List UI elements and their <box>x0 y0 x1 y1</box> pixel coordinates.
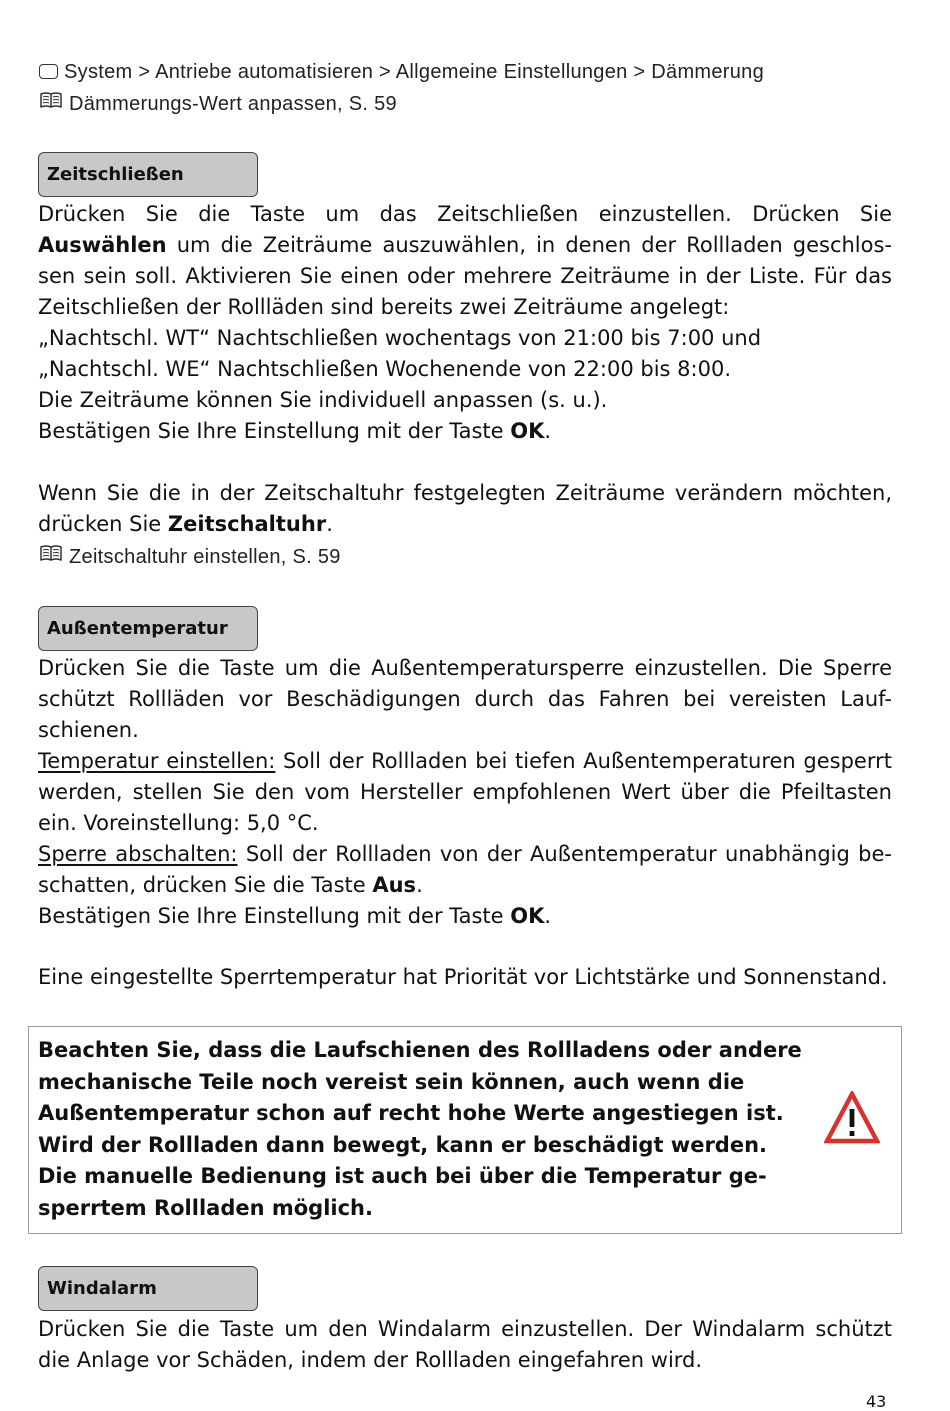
page-number: 43 <box>866 1392 887 1411</box>
body-line: Drücken Sie die Taste um das Zeitschließen einzustellen. Drücken Sie <box>38 202 892 226</box>
warning-line: Wird der Rollladen dann bewegt, kann er beschädigt werden. <box>38 1132 768 1157</box>
zeitschliessen-body <box>38 199 892 447</box>
warning-line: Außentemperatur schon auf recht hohe Werte angestiegen ist. <box>38 1101 784 1126</box>
warning-box <box>28 1026 902 1234</box>
off-label: Sperre abschalten: <box>38 842 238 866</box>
dusk-reference-line <box>39 89 397 119</box>
timer-reference-line <box>39 542 341 572</box>
menu-icon <box>39 64 58 79</box>
warning-text <box>38 1035 818 1225</box>
aussentemperatur-body <box>38 653 892 932</box>
body-line: Wenn Sie die in der Zeitschaltuhr festgelegten Zeiträume verändern möchten, <box>38 481 892 505</box>
body-line: Sperre abschalten: Soll der Rollladen von der Außentemperatur unabhängig be- <box>38 842 892 866</box>
body-line: die Anlage vor Schäden, indem der Rollladen eingefahren wird. <box>38 1348 703 1372</box>
body-line: schienen. <box>38 718 139 742</box>
body-line: Zeitschließen der Rollläden sind bereits zwei Zeiträume angelegt: <box>38 295 730 319</box>
menu-path-line <box>39 57 764 87</box>
auswaehlen-keyword: Auswählen <box>38 233 167 257</box>
temp-label: Temperatur einstellen: <box>38 749 276 773</box>
zeitschaltuhr-keyword: Zeitschaltuhr <box>167 512 327 536</box>
section-heading-aussentemperatur: Außentemperatur <box>38 606 258 651</box>
body-line: Drücken Sie die Taste um die Außentemperatursperre einzustellen. Die Sperre <box>38 656 892 680</box>
warning-line: mechanische Teile noch vereist sein können, auch wenn die <box>38 1069 745 1094</box>
windalarm-body <box>38 1314 892 1376</box>
body-line: „Nachtschl. WT“ Nachtschließen wochentags von 21:00 bis 7:00 und <box>38 326 762 350</box>
warning-line: sperrtem Rollladen möglich. <box>38 1195 373 1220</box>
book-icon <box>39 541 63 571</box>
priority-paragraph <box>38 962 892 993</box>
ok-keyword: OK <box>510 904 545 928</box>
warning-triangle-icon <box>824 1091 880 1149</box>
book-icon <box>39 88 63 118</box>
warning-line: Die manuelle Bedienung ist auch bei über die Temperatur ge- <box>38 1164 767 1189</box>
timer-reference-text: Zeitschaltuhr einstellen, S. 59 <box>69 546 341 568</box>
body-line: „Nachtschl. WE“ Nachtschließen Wochenende von 22:00 bis 8:00. <box>38 357 731 381</box>
body-line: ein. Voreinstellung: 5,0 °C. <box>38 811 319 835</box>
timer-paragraph <box>38 478 892 540</box>
body-line: Eine eingestellte Sperrtemperatur hat Priorität vor Lichtstärke und Sonnenstand. <box>38 965 888 989</box>
aus-keyword: Aus <box>372 873 417 897</box>
body-line: Bestätigen Sie Ihre Einstellung mit der Taste OK. <box>38 904 552 928</box>
section-heading-windalarm: Windalarm <box>38 1266 258 1311</box>
body-line: werden, stellen Sie den vom Hersteller empfohlenen Wert über die Pfeiltasten <box>38 780 892 804</box>
body-line: Die Zeiträume können Sie individuell anpassen (s. u.). <box>38 388 608 412</box>
menu-path-text: System > Antriebe automatisieren > Allgemeine Einstellungen > Dämmerung <box>64 61 765 83</box>
body-line: Bestätigen Sie Ihre Einstellung mit der Taste OK. <box>38 419 552 443</box>
body-line: Auswählen um die Zeiträume auszuwählen, in denen der Rollladen geschlos- <box>38 233 892 257</box>
body-line: schützt Rollläden vor Beschädigungen durch das Fahren bei vereisten Lauf- <box>38 687 892 711</box>
body-line: drücken Sie Zeitschaltuhr. <box>38 512 333 536</box>
section-heading-zeitschliessen: Zeitschließen <box>38 152 258 197</box>
body-line: Temperatur einstellen: Soll der Rollladen bei tiefen Außentemperaturen gesperrt <box>38 749 892 773</box>
dusk-reference-text: Dämmerungs-Wert anpassen, S. 59 <box>69 93 397 115</box>
warning-line: Beachten Sie, dass die Laufschienen des Rollladens oder andere <box>38 1038 802 1062</box>
ok-keyword: OK <box>510 419 545 443</box>
body-line: schatten, drücken Sie die Taste Aus. <box>38 873 423 897</box>
body-line: sen sein soll. Aktivieren Sie einen oder mehrere Zeiträume in der Liste. Für das <box>38 264 892 288</box>
body-line: Drücken Sie die Taste um den Windalarm einzustellen. Der Windalarm schützt <box>38 1317 892 1341</box>
